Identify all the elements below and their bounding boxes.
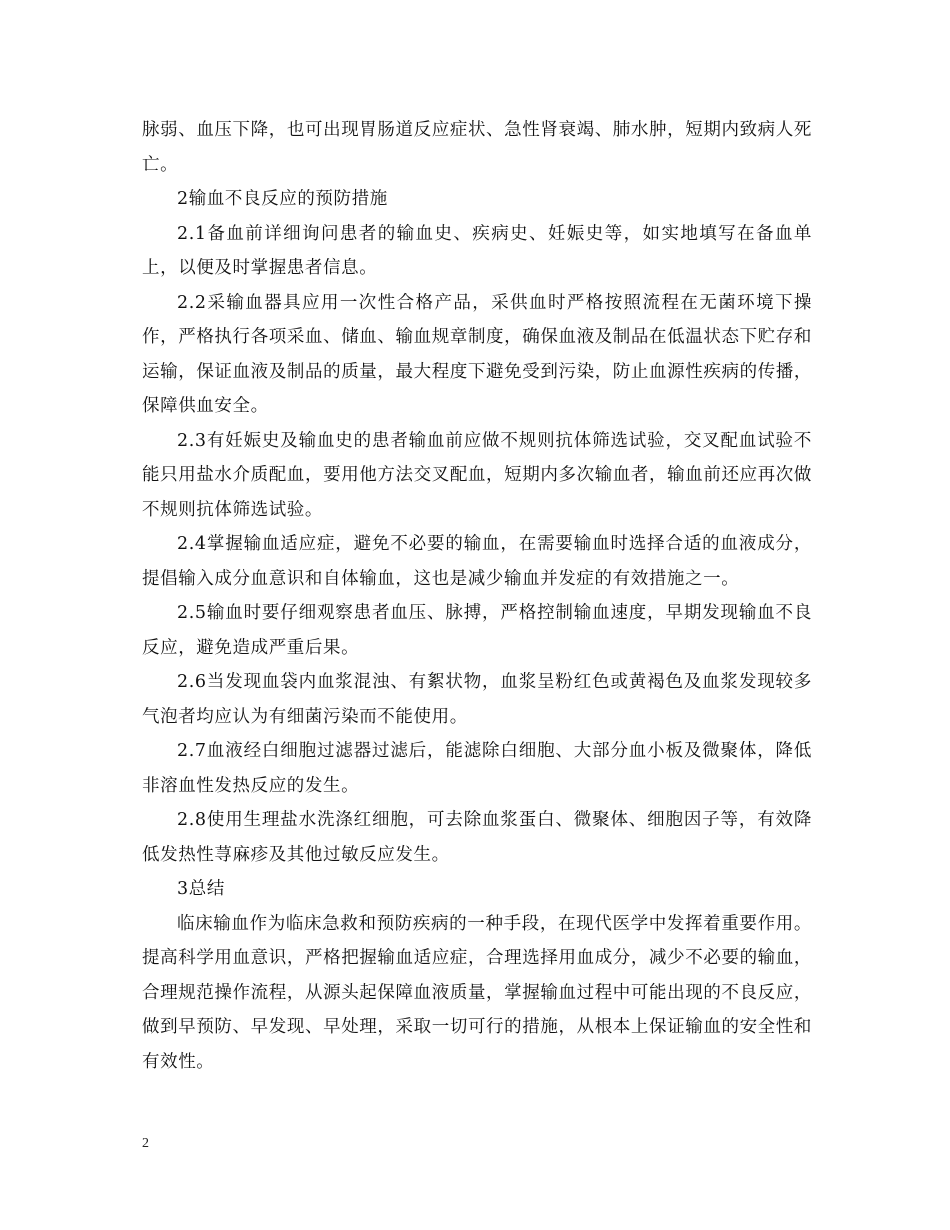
paragraph-2-8: 2.8使用生理盐水洗涤红细胞，可去除血浆蛋白、微聚体、细胞因子等，有效降低发热性荨麻疹及其他过敏反应发生。 [142, 810, 812, 865]
paragraph-2-6: 2.6当发现血袋内血浆混浊、有絮状物，血浆呈粉红色或黄褐色及血浆发现较多气泡者均应认为有细菌污染而不能使用。 [142, 672, 812, 727]
paragraph-2-2: 2.2采输血器具应用一次性合格产品，采供血时严格按照流程在无菌环境下操作，严格执行各项采血、储血、输血规章制度，确保血液及制品在低温状态下贮存和运输，保证血液及制品的质量，最大程度下避免受到污染，防止血源性疾病的传播，保障供血安全。 [142, 292, 812, 416]
paragraph-continuation: 脉弱、血压下降，也可出现胃肠道反应症状、急性肾衰竭、肺水肿，短期内致病人死亡。 [142, 120, 812, 175]
document-body [142, 113, 812, 1079]
paragraph-2-3: 2.3有妊娠史及输血史的患者输血前应做不规则抗体筛选试验，交叉配血试验不能只用盐水介质配血，要用他方法交叉配血，短期内多次输血者，输血前还应再次做不规则抗体筛选试验。 [142, 430, 812, 520]
paragraph-2-1: 2.1备血前详细询问患者的输血史、疾病史、妊娠史等，如实地填写在备血单上，以便及时掌握患者信息。 [142, 223, 812, 278]
section-heading-prevention: 2输血不良反应的预防措施 [177, 189, 388, 209]
paragraph-2-7: 2.7血液经白细胞过滤器过滤后，能滤除白细胞、大部分血小板及微聚体，降低非溶血性发热反应的发生。 [142, 741, 812, 796]
page-number: 2 [142, 1136, 149, 1151]
section-heading-summary: 3总结 [177, 879, 225, 899]
paragraph-2-5: 2.5输血时要仔细观察患者血压、脉搏，严格控制输血速度，早期发现输血不良反应，避免造成严重后果。 [142, 603, 812, 658]
paragraph-2-4: 2.4掌握输血适应症，避免不必要的输血，在需要输血时选择合适的血液成分，提倡输入成分血意识和自体输血，这也是减少输血并发症的有效措施之一。 [142, 534, 812, 589]
paragraph-summary: 临床输血作为临床急救和预防疾病的一种手段，在现代医学中发挥着重要作用。提高科学用血意识，严格把握输血适应症，合理选择用血成分，减少不必要的输血，合理规范操作流程，从源头起保障血液质量，掌握输血过程中可能出现的不良反应，做到早预防、早发现、早处理，采取一切可行的措施，从根本上保证输血的安全性和有效性。 [142, 913, 812, 1072]
